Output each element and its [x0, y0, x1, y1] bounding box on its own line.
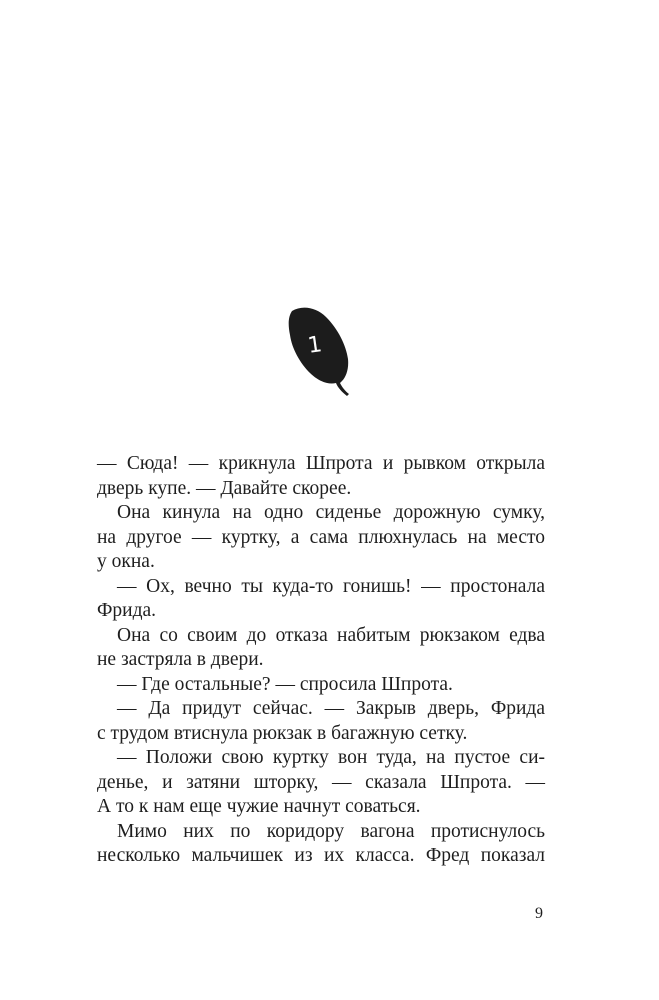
text-line: — Положи свою куртку вон туда, на пустое си- — [117, 747, 545, 768]
text-line: не застряла в двери. — [97, 649, 264, 670]
body-text — [97, 452, 545, 869]
text-line: — Ох, вечно ты куда-то гонишь! — простонала — [117, 575, 545, 597]
text-line: на другое — куртку, а сама плюхнулась на место — [97, 526, 545, 548]
page-number: 9 — [535, 905, 543, 922]
chapter-number: 1 — [306, 332, 324, 359]
text-line: денье, и затяни шторку, — сказала Шпрота. — — [97, 771, 545, 793]
text-line: Она кинула на одно сиденье дорожную сумку, — [117, 502, 545, 523]
text-line: дверь купе. — Давайте скорее. — [97, 477, 352, 499]
text-line: с трудом втиснула рюкзак в багажную сетку. — [97, 722, 468, 744]
text-line: у окна. — [97, 551, 155, 572]
text-line: — Где остальные? — спросила Шпрота. — [117, 673, 453, 695]
text-line: Она со своим до отказа набитым рюкзаком едва — [117, 624, 545, 646]
text-line: — Сюда! — крикнула Шпрота и рывком открыла — [97, 453, 545, 474]
text-line: А то к нам еще чужие начнут соваться. — [97, 796, 421, 817]
chapter-emblem — [282, 303, 354, 397]
text-line: несколько мальчишек из их класса. Фред показал — [97, 845, 545, 866]
text-line: — Да придут сейчас. — Закрыв дверь, Фрида — [117, 698, 545, 719]
text-line: Мимо них по коридору вагона протиснулось — [117, 820, 545, 842]
text-line: Фрида. — [97, 600, 157, 621]
